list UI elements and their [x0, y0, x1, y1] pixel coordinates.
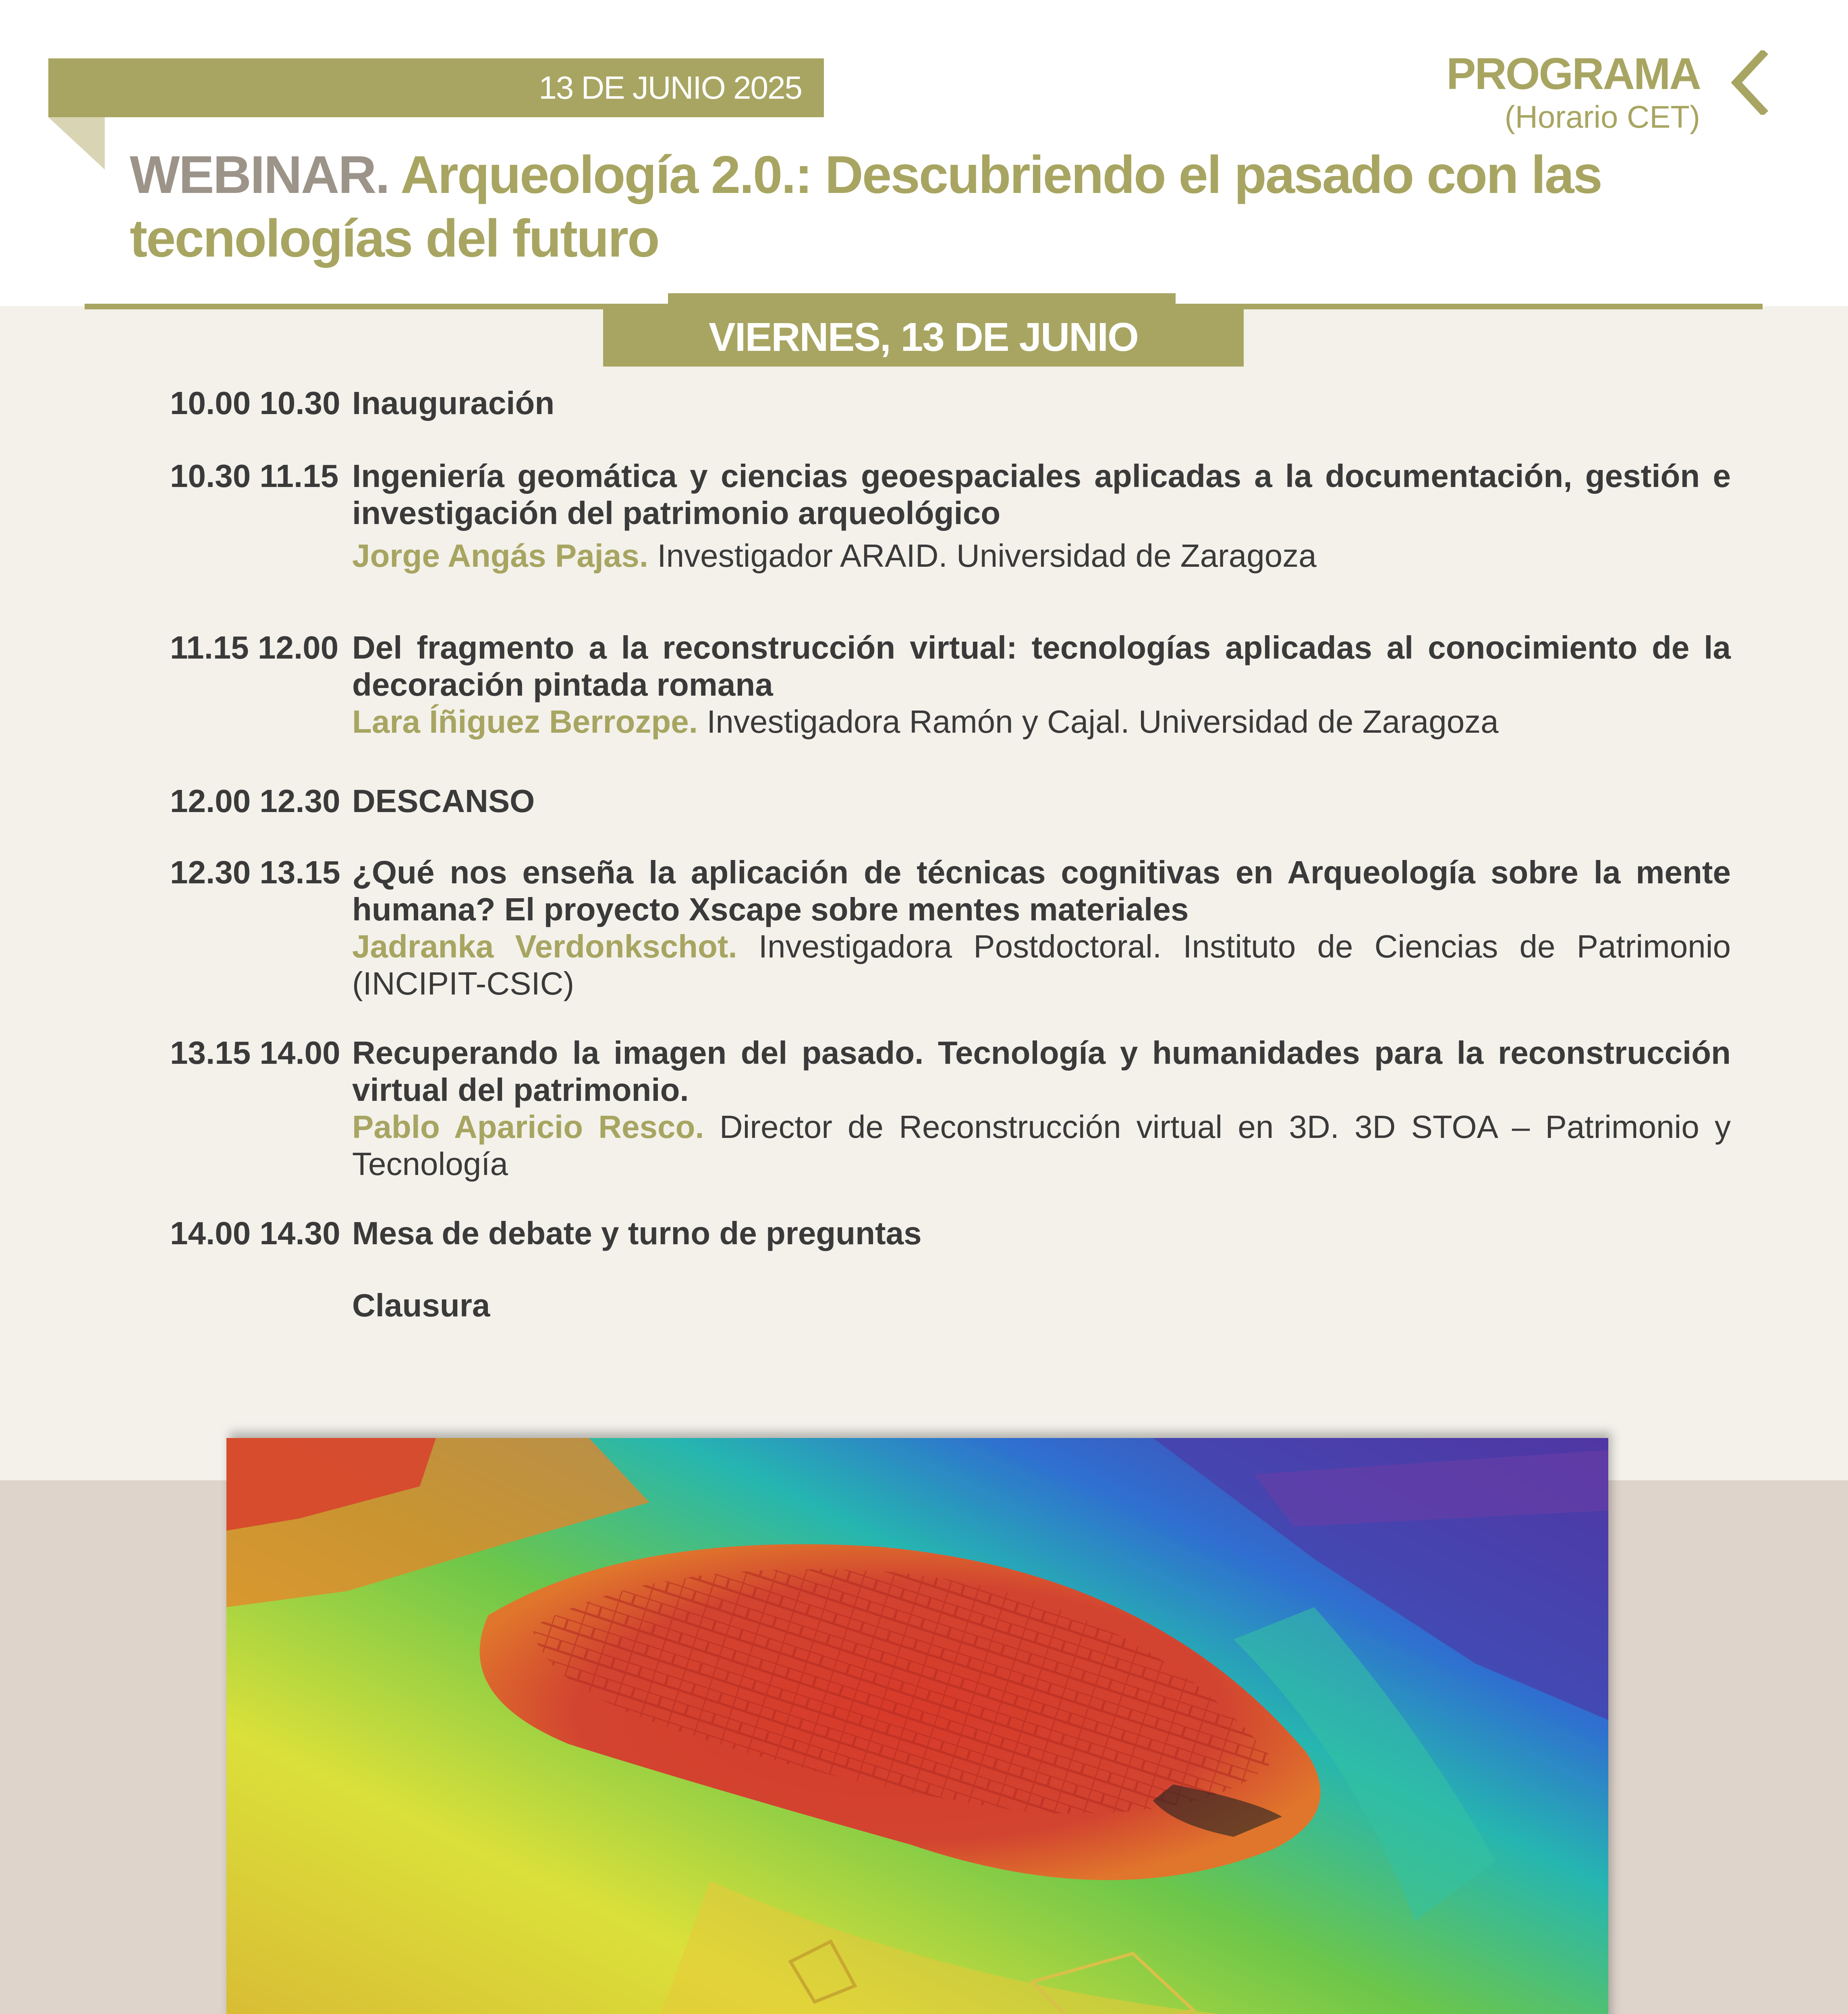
- day-banner: VIERNES, 13 DE JUNIO: [603, 308, 1244, 367]
- schedule-time: 10.00 10.30: [170, 385, 340, 421]
- schedule-time: 12.00 12.30: [170, 783, 340, 819]
- webinar-title-line2: tecnologías del futuro: [130, 209, 659, 268]
- date-banner-fold: [48, 117, 105, 170]
- speaker-affiliation: Investigadora Ramón y Cajal. Universidad de Zaragoza: [707, 704, 1499, 740]
- webinar-lead: WEBINAR.: [130, 145, 389, 204]
- schedule-title: Mesa de debate y turno de preguntas: [352, 1215, 922, 1251]
- speaker-affiliation: Director de Reconstrucción virtual en 3D. 3D STOA – Patrimonio y Tecnología: [352, 1109, 1731, 1182]
- schedule-speaker-line: [352, 928, 1731, 1002]
- speaker-name: Pablo Aparicio Resco.: [352, 1109, 704, 1145]
- schedule-title: Del fragmento a la reconstrucción virtual: tecnologías aplicadas al conocimiento de la decoración pintada romana: [352, 630, 1731, 702]
- elevation-map-image: [226, 1438, 1608, 2014]
- schedule-time: 10.30 11.15: [170, 458, 339, 494]
- schedule-time: 14.00 14.30: [170, 1215, 340, 1251]
- schedule-title: ¿Qué nos enseña la aplicación de técnicas cognitivas en Arqueología sobre la mente humana? El proyecto Xscape sobre mentes materiales: [352, 854, 1731, 927]
- schedule-time: 13.15 14.00: [170, 1035, 340, 1071]
- schedule-title: DESCANSO: [352, 783, 535, 819]
- webinar-title-line1: Arqueología 2.0.: Descubriendo el pasado con las: [400, 145, 1601, 204]
- webinar-title: [130, 143, 1721, 270]
- schedule-title: Clausura: [352, 1287, 490, 1323]
- schedule-time: 12.30 13.15: [170, 854, 340, 890]
- chevron-left-icon[interactable]: [1724, 50, 1773, 115]
- date-banner: 13 DE JUNIO 2025: [48, 58, 824, 117]
- speaker-affiliation: Investigadora Postdoctoral. Instituto de Ciencias de Patrimonio (INCIPIT-CSIC): [352, 928, 1731, 1001]
- speaker-name: Jadranka Verdonkschot.: [352, 928, 737, 964]
- program-title: PROGRAMA: [1446, 49, 1700, 99]
- speaker-name: Jorge Angás Pajas.: [352, 538, 649, 574]
- day-banner-tab: [668, 293, 1176, 309]
- schedule-title: Inauguración: [352, 385, 555, 421]
- speaker-name: Lara Íñiguez Berrozpe.: [352, 704, 698, 740]
- schedule-speaker-line: [352, 1109, 1731, 1183]
- schedule-title: Ingeniería geomática y ciencias geoespaciales aplicadas a la documentación, gestión e investigación del patrimonio arqueológico: [352, 458, 1731, 531]
- speaker-affiliation: Investigador ARAID. Universidad de Zaragoza: [657, 538, 1317, 574]
- schedule-speaker-line: [352, 703, 1731, 740]
- schedule-speaker-line: [352, 537, 1731, 574]
- schedule-title: Recuperando la imagen del pasado. Tecnología y humanidades para la reconstrucción virtual del patrimonio.: [352, 1035, 1731, 1108]
- schedule-time: 11.15 12.00: [170, 630, 339, 665]
- program-subtitle: (Horario CET): [1504, 99, 1700, 135]
